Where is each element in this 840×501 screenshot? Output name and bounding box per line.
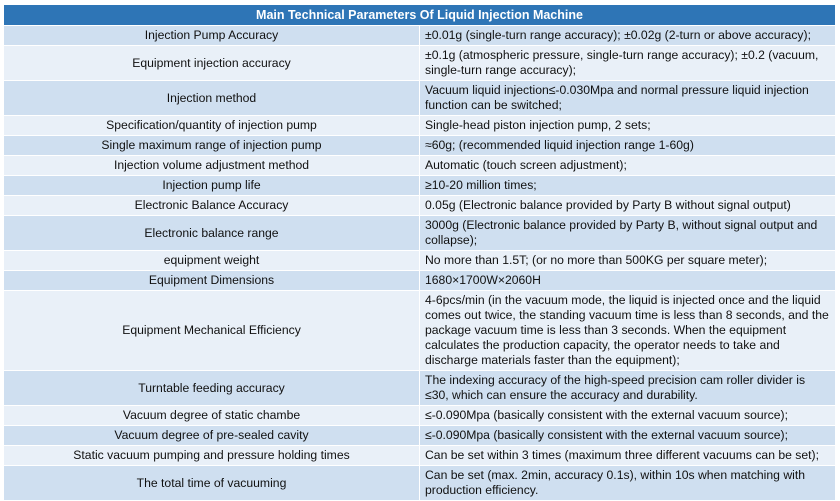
table-row	[4, 196, 836, 216]
table-header-row	[4, 5, 836, 26]
param-value: Can be set within 3 times (maximum three different vacuums can be set);	[420, 446, 836, 466]
table-row	[4, 406, 836, 426]
table-row	[4, 156, 836, 176]
param-value: Vacuum liquid injection≤-0.030Mpa and normal pressure liquid injection function can be switched;	[420, 81, 836, 116]
param-value: ≥10-20 million times;	[420, 176, 836, 196]
param-value: 4-6pcs/min (in the vacuum mode, the liquid is injected once and the liquid comes out twice, the standing vacuum time is less than 8 seconds, and the package vacuum time is less than 3 seconds. When the equipment calculates the production capacity, the operator needs to take and discharge materials faster than the equipment);	[420, 291, 836, 371]
param-name: Vacuum degree of static chambe	[4, 406, 420, 426]
param-name: Single maximum range of injection pump	[4, 136, 420, 156]
param-value: ≈60g; (recommended liquid injection range 1-60g)	[420, 136, 836, 156]
param-value: Can be set (max. 2min, accuracy 0.1s), within 10s when matching with production efficiency.	[420, 466, 836, 501]
param-value: ≤-0.090Mpa (basically consistent with the external vacuum source);	[420, 426, 836, 446]
table-row	[4, 216, 836, 251]
param-name: Injection volume adjustment method	[4, 156, 420, 176]
table-row	[4, 81, 836, 116]
param-name: Vacuum degree of pre-sealed cavity	[4, 426, 420, 446]
param-name: Injection pump life	[4, 176, 420, 196]
table-row	[4, 466, 836, 501]
table-row	[4, 136, 836, 156]
table-row	[4, 251, 836, 271]
param-name: Injection method	[4, 81, 420, 116]
param-value: ±0.01g (single-turn range accuracy); ±0.02g (2-turn or above accuracy);	[420, 26, 836, 46]
table-row	[4, 116, 836, 136]
table-row	[4, 291, 836, 371]
table-row	[4, 176, 836, 196]
table-title: Main Technical Parameters Of Liquid Injection Machine	[4, 5, 836, 26]
param-value: Automatic (touch screen adjustment);	[420, 156, 836, 176]
param-value: 1680×1700W×2060H	[420, 271, 836, 291]
param-value: Single-head piston injection pump, 2 sets;	[420, 116, 836, 136]
param-name: Electronic Balance Accuracy	[4, 196, 420, 216]
parameters-table-wrapper	[3, 4, 836, 501]
param-name: Turntable feeding accuracy	[4, 371, 420, 406]
param-name: Static vacuum pumping and pressure holding times	[4, 446, 420, 466]
param-value: No more than 1.5T; (or no more than 500KG per square meter);	[420, 251, 836, 271]
param-value: 0.05g (Electronic balance provided by Party B without signal output)	[420, 196, 836, 216]
param-name: The total time of vacuuming	[4, 466, 420, 501]
table-row	[4, 271, 836, 291]
param-name: equipment weight	[4, 251, 420, 271]
param-name: Equipment Mechanical Efficiency	[4, 291, 420, 371]
param-name: Specification/quantity of injection pump	[4, 116, 420, 136]
parameters-table	[3, 4, 836, 501]
param-name: Equipment injection accuracy	[4, 46, 420, 81]
table-row	[4, 26, 836, 46]
table-row	[4, 446, 836, 466]
param-value: ≤-0.090Mpa (basically consistent with the external vacuum source);	[420, 406, 836, 426]
table-row	[4, 371, 836, 406]
param-name: Electronic balance range	[4, 216, 420, 251]
param-name: Injection Pump Accuracy	[4, 26, 420, 46]
table-row	[4, 46, 836, 81]
table-row	[4, 426, 836, 446]
param-value: The indexing accuracy of the high-speed precision cam roller divider is ≤30, which can ensure the accuracy and durability.	[420, 371, 836, 406]
param-value: 3000g (Electronic balance provided by Party B, without signal output and collapse);	[420, 216, 836, 251]
param-value: ±0.1g (atmospheric pressure, single-turn range accuracy); ±0.2 (vacuum, single-turn range accuracy);	[420, 46, 836, 81]
param-name: Equipment Dimensions	[4, 271, 420, 291]
